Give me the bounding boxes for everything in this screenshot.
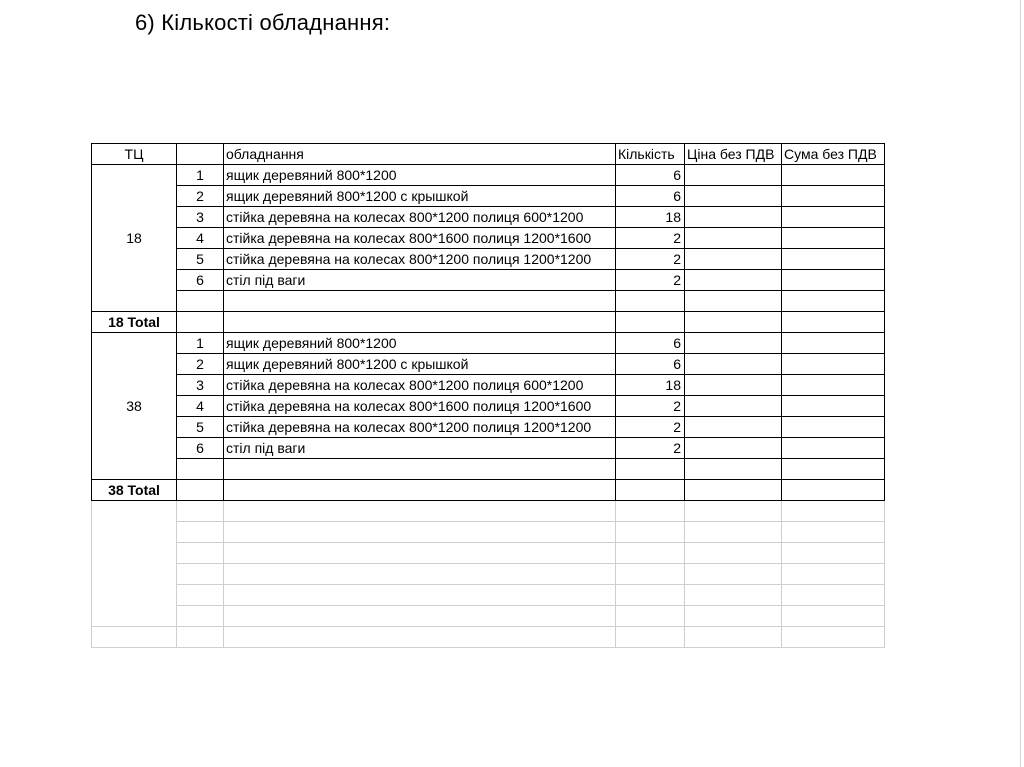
slide-edge <box>1020 0 1021 767</box>
empty-cell <box>616 480 685 501</box>
sum-cell <box>782 228 885 249</box>
row-number: 5 <box>177 249 224 270</box>
header-qty: Кількість <box>616 144 685 165</box>
table-row <box>92 207 885 228</box>
grid-cell <box>177 627 224 648</box>
row-number: 1 <box>177 165 224 186</box>
grid-cell <box>782 522 885 543</box>
grid-cell <box>616 501 685 522</box>
equipment-table <box>91 143 885 648</box>
table-row <box>92 354 885 375</box>
empty-cell <box>177 291 224 312</box>
grid-cell <box>685 564 782 585</box>
grid-row <box>92 522 885 543</box>
table-row <box>92 186 885 207</box>
grid-cell <box>224 501 616 522</box>
table-row <box>92 417 885 438</box>
grid-cell <box>177 585 224 606</box>
qty-cell: 6 <box>616 165 685 186</box>
grid-cell <box>616 606 685 627</box>
empty-cell <box>685 291 782 312</box>
price-cell <box>685 438 782 459</box>
grid-cell <box>685 627 782 648</box>
empty-cell <box>177 459 224 480</box>
empty-cell <box>224 312 616 333</box>
grid-cell <box>224 606 616 627</box>
grid-cell <box>685 522 782 543</box>
sum-cell <box>782 417 885 438</box>
item-cell: стійка деревяна на колесах 800*1600 полиця 1200*1600 <box>224 396 616 417</box>
empty-cell <box>177 312 224 333</box>
grid-cell <box>782 564 885 585</box>
page-title: 6) Кількості обладнання: <box>135 10 391 35</box>
grid-cell <box>177 522 224 543</box>
grid-row <box>92 585 885 606</box>
sum-cell <box>782 165 885 186</box>
grid-cell <box>782 585 885 606</box>
empty-cell <box>224 480 616 501</box>
header-item: обладнання <box>224 144 616 165</box>
table-header-row <box>92 144 885 165</box>
row-number: 2 <box>177 354 224 375</box>
price-cell <box>685 165 782 186</box>
empty-cell <box>685 312 782 333</box>
empty-row <box>92 291 885 312</box>
empty-cell <box>616 291 685 312</box>
empty-cell <box>685 459 782 480</box>
sum-cell <box>782 270 885 291</box>
price-cell <box>685 186 782 207</box>
row-number: 5 <box>177 417 224 438</box>
grid-cell <box>224 564 616 585</box>
qty-cell: 2 <box>616 417 685 438</box>
grid-cell <box>224 627 616 648</box>
total-label: 18 Total <box>92 312 177 333</box>
sum-cell <box>782 186 885 207</box>
sum-cell <box>782 333 885 354</box>
empty-cell <box>685 480 782 501</box>
grid-cell <box>685 501 782 522</box>
sum-cell <box>782 249 885 270</box>
grid-cell <box>616 522 685 543</box>
empty-cell <box>782 312 885 333</box>
qty-cell: 2 <box>616 396 685 417</box>
item-cell: стіл під ваги <box>224 438 616 459</box>
row-number: 3 <box>177 375 224 396</box>
grid-cell <box>616 564 685 585</box>
grid-cell <box>224 543 616 564</box>
row-number: 2 <box>177 186 224 207</box>
header-sum: Сума без ПДВ <box>782 144 885 165</box>
table-row <box>92 375 885 396</box>
header-tc: ТЦ <box>92 144 177 165</box>
qty-cell: 18 <box>616 207 685 228</box>
grid-cell <box>685 543 782 564</box>
tc-cell: 18 <box>92 165 177 312</box>
item-cell: стійка деревяна на колесах 800*1200 полиця 600*1200 <box>224 375 616 396</box>
qty-cell: 6 <box>616 333 685 354</box>
grid-cell <box>782 543 885 564</box>
row-number: 4 <box>177 228 224 249</box>
grid-cell <box>224 585 616 606</box>
table-row <box>92 249 885 270</box>
row-number: 4 <box>177 396 224 417</box>
row-number: 6 <box>177 438 224 459</box>
total-row <box>92 312 885 333</box>
price-cell <box>685 417 782 438</box>
table-row <box>92 228 885 249</box>
grid-cell <box>782 606 885 627</box>
grid-row <box>92 606 885 627</box>
grid-cell <box>92 501 177 627</box>
price-cell <box>685 207 782 228</box>
price-cell <box>685 396 782 417</box>
qty-cell: 2 <box>616 249 685 270</box>
table-row <box>92 270 885 291</box>
sum-cell <box>782 375 885 396</box>
qty-cell: 2 <box>616 438 685 459</box>
table-row <box>92 438 885 459</box>
qty-cell: 6 <box>616 186 685 207</box>
header-num <box>177 144 224 165</box>
row-number: 1 <box>177 333 224 354</box>
grid-cell <box>224 522 616 543</box>
item-cell: стійка деревяна на колесах 800*1200 полиця 600*1200 <box>224 207 616 228</box>
grid-cell <box>92 627 177 648</box>
grid-row <box>92 501 885 522</box>
grid-cell <box>616 543 685 564</box>
qty-cell: 6 <box>616 354 685 375</box>
price-cell <box>685 249 782 270</box>
row-number: 3 <box>177 207 224 228</box>
table-row <box>92 333 885 354</box>
price-cell <box>685 333 782 354</box>
empty-cell <box>224 459 616 480</box>
empty-cell <box>177 480 224 501</box>
table-row <box>92 165 885 186</box>
price-cell <box>685 354 782 375</box>
empty-cell <box>782 480 885 501</box>
total-label: 38 Total <box>92 480 177 501</box>
grid-cell <box>616 627 685 648</box>
grid-cell <box>177 606 224 627</box>
grid-row <box>92 627 885 648</box>
grid-cell <box>685 585 782 606</box>
item-cell: ящик деревяний 800*1200 с крышкой <box>224 186 616 207</box>
row-number: 6 <box>177 270 224 291</box>
grid-row <box>92 543 885 564</box>
grid-cell <box>782 501 885 522</box>
qty-cell: 2 <box>616 270 685 291</box>
item-cell: стійка деревяна на колесах 800*1200 полиця 1200*1200 <box>224 249 616 270</box>
item-cell: ящик деревяний 800*1200 <box>224 333 616 354</box>
sum-cell <box>782 438 885 459</box>
sum-cell <box>782 207 885 228</box>
grid-row <box>92 564 885 585</box>
grid-cell <box>177 564 224 585</box>
empty-cell <box>782 459 885 480</box>
empty-cell <box>782 291 885 312</box>
empty-cell <box>224 291 616 312</box>
price-cell <box>685 228 782 249</box>
table-row <box>92 396 885 417</box>
grid-cell <box>616 585 685 606</box>
grid-cell <box>782 627 885 648</box>
grid-cell <box>685 606 782 627</box>
item-cell: стіл під ваги <box>224 270 616 291</box>
price-cell <box>685 270 782 291</box>
grid-cell <box>177 501 224 522</box>
total-row <box>92 480 885 501</box>
tc-cell: 38 <box>92 333 177 480</box>
sum-cell <box>782 396 885 417</box>
qty-cell: 18 <box>616 375 685 396</box>
empty-row <box>92 459 885 480</box>
empty-cell <box>616 459 685 480</box>
sum-cell <box>782 354 885 375</box>
item-cell: ящик деревяний 800*1200 с крышкой <box>224 354 616 375</box>
empty-cell <box>616 312 685 333</box>
item-cell: ящик деревяний 800*1200 <box>224 165 616 186</box>
qty-cell: 2 <box>616 228 685 249</box>
header-price: Ціна без ПДВ <box>685 144 782 165</box>
grid-cell <box>177 543 224 564</box>
price-cell <box>685 375 782 396</box>
item-cell: стійка деревяна на колесах 800*1200 полиця 1200*1200 <box>224 417 616 438</box>
item-cell: стійка деревяна на колесах 800*1600 полиця 1200*1600 <box>224 228 616 249</box>
